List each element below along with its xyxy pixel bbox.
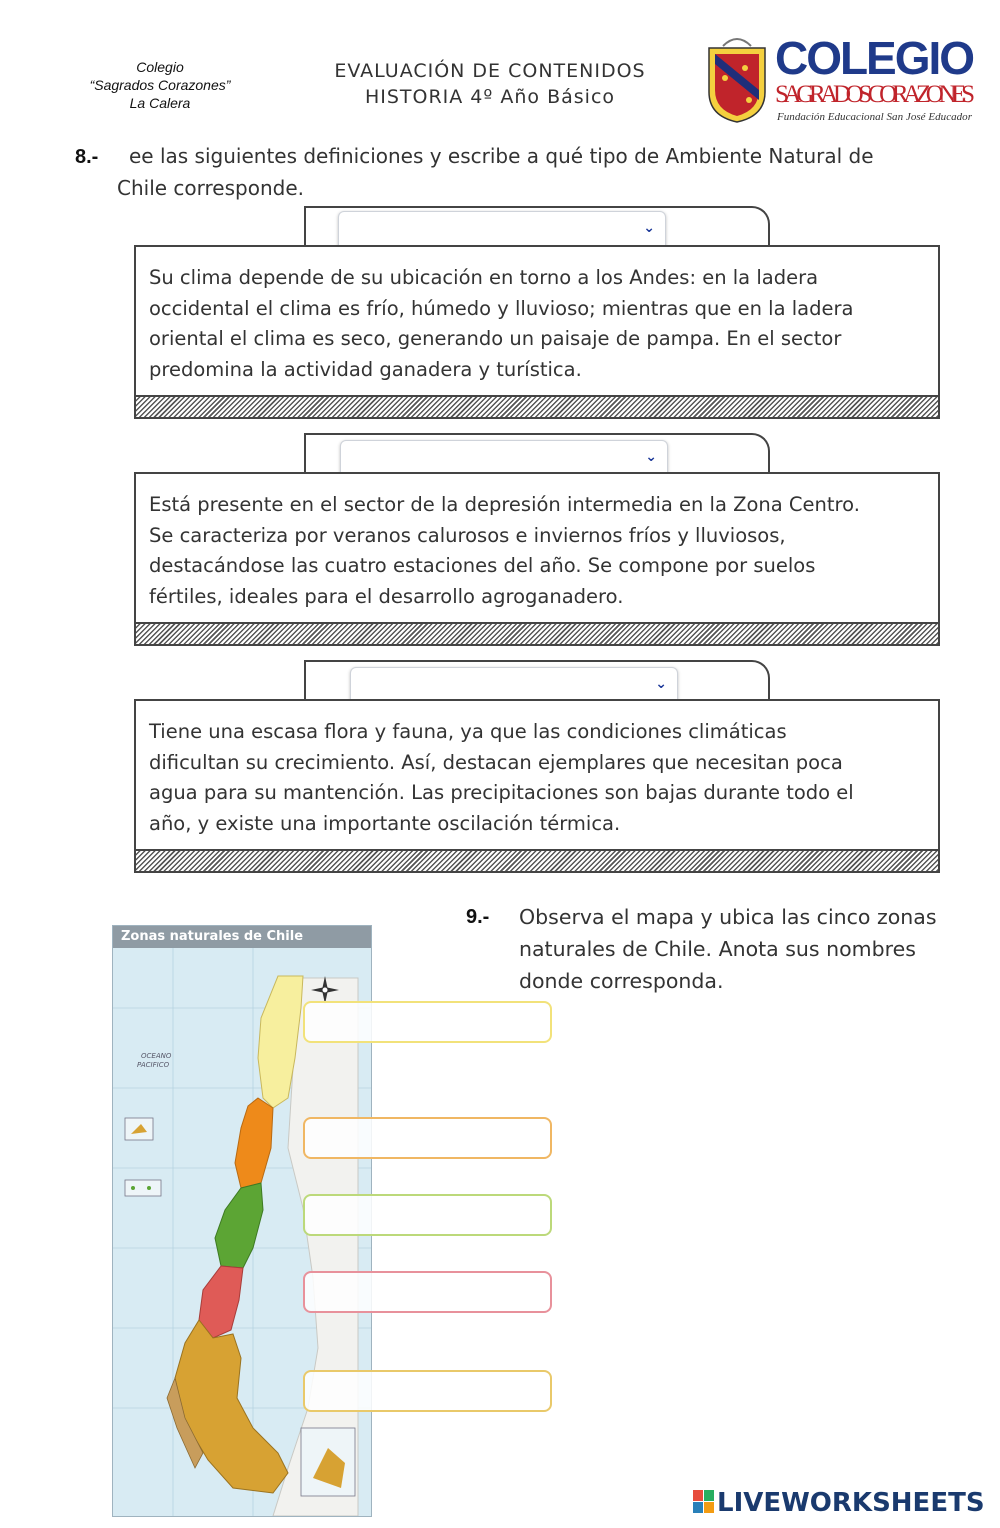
inset-island-2 xyxy=(125,1180,161,1196)
logo-word: COLEGIO xyxy=(775,32,975,84)
definition-2-line-3: destacándose las cuatro estaciones del año. Se compone por suelos xyxy=(149,554,816,577)
hatched-border xyxy=(136,622,938,644)
zone-sur xyxy=(199,1266,243,1338)
definition-card-2 xyxy=(134,472,940,646)
answer-tab-1 xyxy=(304,206,770,248)
definition-1-line-1: Su clima depende de su ubicación en torno a los Andes: en la ladera xyxy=(149,266,819,289)
definition-1-line-4: predomina la actividad ganadera y turística. xyxy=(149,357,582,381)
chevron-down-icon: ⌄ xyxy=(655,676,667,692)
evaluation-title: EVALUACIÓN DE CONTENIDOS xyxy=(334,60,646,82)
question-9-instruction xyxy=(519,901,979,997)
definition-2-text xyxy=(136,474,938,612)
question-8-instruction xyxy=(117,140,967,204)
school-logo xyxy=(705,30,985,125)
definition-2-line-4: fértiles, ideales para el desarrollo agroganadero. xyxy=(149,584,624,608)
question-8-number: 8.- xyxy=(75,146,99,168)
question-9-line-2: naturales de Chile. Anota sus nombres xyxy=(519,937,916,961)
definition-card-1 xyxy=(134,245,940,419)
definition-3-line-3: agua para su mantención. Las precipitaciones son bajas durante todo el xyxy=(149,781,854,804)
question-9-line-1: Observa el mapa y ubica las cinco zonas xyxy=(519,905,937,929)
definition-1-text xyxy=(136,247,938,385)
question-9-number: 9.- xyxy=(466,906,490,928)
brand-text: LIVEWORKSHEETS xyxy=(717,1488,985,1518)
definition-2-line-1: Está presente en el sector de la depresión intermedia en la Zona Centro. xyxy=(149,493,860,516)
chevron-down-icon: ⌄ xyxy=(645,449,657,465)
zone-answer-field-1[interactable] xyxy=(303,1001,552,1043)
evaluation-heading xyxy=(280,58,700,110)
question-8-line-1: ee las siguientes definiciones y escribe a qué tipo de Ambiente Natural de xyxy=(129,144,874,168)
definition-1-line-3: oriental el clima es seco, generando un paisaje de pampa. En el sector xyxy=(149,327,842,350)
liveworksheets-brand xyxy=(693,1488,985,1518)
zone-answer-field-5[interactable] xyxy=(303,1370,552,1412)
definition-3-text xyxy=(136,701,938,839)
zone-central xyxy=(215,1183,263,1268)
zone-austral xyxy=(175,1320,288,1493)
question-8-line-2: Chile corresponde. xyxy=(117,176,304,200)
definition-3-line-2: dificultan su crecimiento. Así, destacan ejemplares que necesitan poca xyxy=(149,750,843,774)
definition-1-line-2: occidental el clima es frío, húmedo y lluvioso; mientras que en la ladera xyxy=(149,296,854,320)
question-9-line-3: donde corresponda. xyxy=(519,969,724,993)
hatched-border xyxy=(136,849,938,871)
zone-answer-field-4[interactable] xyxy=(303,1271,552,1313)
map-title: Zonas naturales de Chile xyxy=(113,926,371,948)
answer-tab-3 xyxy=(304,660,770,702)
ocean-label-2: PACIFICO xyxy=(137,1061,170,1069)
ocean-label-1: OCEANO xyxy=(141,1052,172,1060)
zone-answer-field-2[interactable] xyxy=(303,1117,552,1159)
logo-name: SAGRADOS CORAZONES xyxy=(775,81,975,108)
school-line-2: “Sagrados Corazones” xyxy=(89,77,231,93)
school-line-1: Colegio xyxy=(136,59,184,75)
chevron-down-icon: ⌄ xyxy=(643,220,655,236)
definition-card-3 xyxy=(134,699,940,873)
zone-answer-field-3[interactable] xyxy=(303,1194,552,1236)
zone-norte-chico xyxy=(235,1098,273,1188)
hatched-border xyxy=(136,395,938,417)
answer-tab-2 xyxy=(304,433,770,475)
liveworksheets-logo-icon xyxy=(693,1490,715,1514)
evaluation-subtitle: HISTORIA 4º Año Básico xyxy=(364,86,616,108)
definition-3-line-1: Tiene una escasa flora y fauna, ya que las condiciones climáticas xyxy=(149,720,787,743)
school-line-3: La Calera xyxy=(129,95,191,111)
definition-3-line-4: año, y existe una importante oscilación térmica. xyxy=(149,811,621,835)
definition-2-line-2: Se caracteriza por veranos calurosos e inviernos fríos y lluviosos, xyxy=(149,523,786,547)
logo-tagline: Fundación Educacional San José Educador xyxy=(777,111,972,123)
school-crest-icon xyxy=(705,30,985,125)
school-name xyxy=(70,58,250,112)
